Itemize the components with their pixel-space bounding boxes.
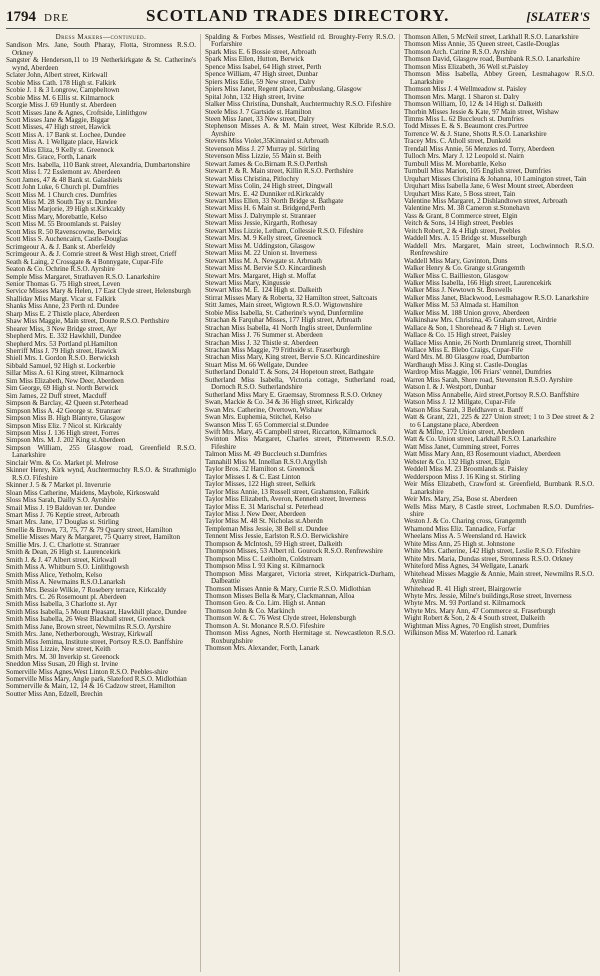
directory-entry: Whyte Mrs. M. 93 Portland st. Kilmarnock — [404, 599, 526, 608]
directory-entry: Simpson Miss A. 42 George st. Stranraer — [6, 406, 122, 415]
directory-entry: Smart Mrs. Jane, 17 Douglas st. Stirling — [6, 518, 119, 527]
directory-entry: Smith & Dean, 26 High st. Laurencekirk — [6, 548, 121, 557]
directory-entry: Wallace Miss Annie, 26 North Drumlanrig street, Thornhill — [404, 338, 572, 347]
directory-entry: Sherriff Miss J. 79 High street, Hawick — [6, 347, 117, 356]
directory-entry: Simpson & Barclay, 42 Queen st.Peterhead — [6, 399, 128, 408]
directory-entry: Steen Miss Janet, 33 New street, Dalry — [205, 114, 315, 123]
directory-entry: Vass & Grant, 8 Commerce street, Elgin — [404, 211, 518, 220]
directory-entry: Sclater John, Albert street, Kirkwall — [6, 71, 108, 80]
directory-entry: Wardrop Miss Maggie, 106 Friars' vennel, Dumfries — [404, 368, 552, 377]
publisher-mark: [SLATER'S — [526, 9, 590, 24]
directory-entry: Scott Mrs. Grace, Forth, Lanark — [6, 153, 97, 162]
directory-entry: Sneddon Miss Susan, 20 High st. Irvine — [6, 660, 118, 669]
directory-entry: Scott Miss A. 17 Bank st. Lochee, Dundee — [6, 130, 126, 139]
directory-entry: Stewart Mrs. M. 9 Kelly street, Greenock — [205, 234, 322, 243]
directory-entry: Whiteford Miss Agnes, 34 Wellgate, Lanark — [404, 562, 529, 571]
directory-entry: Wardhaugh Miss J. King st. Castle-Douglas — [404, 360, 528, 369]
directory-entry: Scobie Miss M. 6 Ellis st. Kilmarnock — [6, 93, 115, 102]
directory-entry: Thomson A. St. Monance R.S.O. Fifeshire — [205, 621, 325, 630]
directory-entry: Wallace & Son, 1 Shorehead & 7 High st. Leven — [404, 323, 542, 332]
directory-entry: Semple Miss Margaret, Strathaven R.S.O. Lanarkshire — [6, 272, 160, 281]
directory-entry: Whamond Miss Eliz. Tannadice, Forfar — [404, 524, 516, 533]
directory-entry: Sharp Miss E. 2 Thistle place, Aberdeen — [6, 309, 120, 318]
directory-entry: Swift Mrs. Mary, 45 Campbell street, Riccarton, Kilmarnock — [205, 428, 377, 437]
directory-entry: Whyte Mrs. Jessie, Milne's buildings,Rose street, Inverness — [404, 591, 572, 600]
directory-entry: Urquhart Misses Christina & Johanna, 10 Lamington street, Tain — [404, 174, 587, 183]
directory-entry: Taylor Misses I. & C. East Linton — [205, 472, 301, 481]
directory-entry: Stewart Mrs. E. 42 Dunniker rd.Kirkcaldy — [205, 189, 324, 198]
directory-entry: Tulloch Mrs. Mary J. 12 Leopold st. Nairn — [404, 152, 524, 161]
directory-entry: Spark Miss E. 6 Bossie street, Arbroath — [205, 47, 317, 56]
directory-entry: Swan Mrs. Catherine, Overtown, Wishaw — [205, 405, 323, 414]
section-heading: Dress Makers—continued. — [55, 34, 147, 41]
directory-entry: Sillar Miss A. 61 King street, Kilmarnock — [6, 369, 124, 378]
directory-entry: Watt & Co. Union street, Larkhall R.S.O. Lanarkshire — [404, 435, 557, 444]
directory-entry: Scobie Miss Cath. 178 High st. Falkirk — [6, 78, 117, 87]
directory-entry: Scott Miss M. 28 South Tay st. Dundee — [6, 197, 117, 206]
directory-entry: Thompson Misses, 53 Albert rd. Gourock R.S.O. Renfrewshire — [205, 547, 383, 556]
directory-entry: Wight Robert & Son, 2 & 4 South street, Dalkeith — [404, 614, 545, 623]
directory-entry: Spence William, 47 High street, Dunbar — [205, 70, 318, 79]
directory-entry: Smith J. & J. 47 Albert street, Kirkwall — [6, 555, 117, 564]
directory-entry: Warren Miss Sarah, Shore road, Stevenston R.S.O. Ayrshire — [404, 375, 573, 384]
directory-entry: Thorbin Misses Jessie & Kate, 97 Main street, Wishaw — [404, 107, 559, 116]
directory-entry: Spence Miss Isabel, 64 High street, Perth — [205, 62, 322, 71]
directory-entry: Stewart James & Co.Birnam R.S.O.Perthsh — [205, 159, 328, 168]
directory-entry: Wallace & Co. 15 High street, Paisley — [404, 331, 512, 340]
directory-entry: Scott Miss M. 1 Church cres. Dumfries — [6, 190, 117, 199]
directory-entry: Swinton Miss Margaret, Charles street, Pittenweem R.S.O. Fifeshire — [205, 435, 395, 451]
directory-entry: Thomson Miss J. 4 Wellmeadow st. Paisley — [404, 85, 527, 94]
directory-entry: Sommerville & Main, 12, 14 & 16 Cadzow street, Hamilton — [6, 682, 176, 691]
directory-entry: Smith Mrs. Jane, Netherborough, Westray, Kirkwall — [6, 630, 153, 639]
directory-entry: Taylor Miss Annie, 13 Russell street, Grahamston, Falkirk — [205, 487, 370, 496]
directory-entry: Todd Misses E. & S. Beaumont cres.Portree — [404, 122, 529, 131]
directory-entry: Thomson Arch. Catrine R.S.O. Ayrshire — [404, 47, 517, 56]
directory-entry: Watt & Milne, 172 Union street, Aberdeen — [404, 428, 524, 437]
column-1 — [6, 34, 196, 972]
directory-entry: Waddell Mrs. Margaret, Main street, Lochwinnoch R.S.O. Renfrewshire — [404, 241, 594, 258]
directory-entry: Skinner Henry, Kirk wynd, Auchtermuchty R.S.O. & Strathmiglo R.S.O. Fifeshire — [6, 466, 196, 482]
directory-entry: Scrimgeour A. & J. Comrie street & West High street, Crieff — [6, 250, 177, 259]
directory-entry: Stuart Miss M. 66 Wellgate, Dundee — [205, 360, 308, 369]
directory-entry: Wheelans Miss A. 5 Weensland rd. Hawick — [404, 532, 527, 541]
directory-entry: Taylor Miss J. New Deer, Aberdeen — [205, 510, 306, 518]
directory-entry: Walker Miss J. Newtown St. Boswells — [404, 286, 513, 295]
directory-entry: Tennent Miss Jessie, Earlston R.S.O. Berwickshire — [205, 532, 349, 541]
directory-entry: Smellie & Brown, 73, 75, 77 & 79 Quarry street, Hamilton — [6, 525, 173, 534]
directory-entry: Weddell Miss M. 23 Broomlands st. Paisley — [404, 465, 528, 474]
directory-entry: Scott Mrs. Isabella, 110 Bank street, Alexandria, Dumbartonshire — [6, 160, 191, 169]
directory-entry: Sim James, 22 Duff street, Macduff — [6, 391, 107, 400]
directory-entry: Spark Miss Ellen, Hutton, Berwick — [205, 55, 305, 64]
directory-entry: Thomson Geo. & Co. Lim. High st. Annan — [205, 599, 326, 608]
directory-entry: Simpson William, 255 Glasgow road, Greenfield R.S.O. Lanarkshire — [6, 443, 196, 460]
directory-entry: Thomson Mrs. Margt. 1 Sharon st. Dalry — [404, 92, 520, 101]
directory-entry: Smith Mrs. M. 30 Inverkip st. Greenock — [6, 652, 120, 661]
directory-entry: Wedderspoon Miss J. 16 King st. Stirling — [404, 472, 521, 481]
directory-entry: Sim Miss Elizabeth, New Deer, Aberdeen — [6, 376, 124, 385]
directory-entry: Taylor Miss M. 48 St. Nicholas st.Aberdn — [205, 517, 323, 526]
page-number: 1794 — [6, 9, 36, 25]
directory-entry: Smillie Mrs. J. C. Charlotte st. Stranraer — [6, 540, 120, 549]
directory-entry: Taylor Bros. 32 Hamilton st. Greenock — [205, 465, 315, 474]
directory-entry: Watson Miss Sarah, 3 Beldhaven st. Banff — [404, 405, 524, 414]
directory-entry: Scott John Luke, 6 Church pl. Dumfries — [6, 183, 119, 192]
directory-entry: Spalding & Forbes Misses, Westfield rd. Broughty-Ferry R.S.O. Forfarshire — [205, 34, 395, 49]
directory-entry: Strachan Miss Isabella, 41 North Inglis street, Dunfermline — [205, 323, 372, 332]
directory-entry: Strachan Miss J. 76 Summer st. Aberdeen — [205, 331, 323, 340]
directory-entry: Webster & Co. 132 High street, Elgin — [404, 457, 510, 466]
directory-entry: Watson I. & J. Westport, Dunbar — [404, 383, 496, 392]
directory-entry: Shearer Miss, 3 New Bridge street, Ayr — [6, 324, 117, 333]
directory-entry: Stewart Miss Christina, Pitlochry — [205, 174, 299, 183]
columns — [6, 34, 594, 972]
directory-entry: Sinclair Wm. & Co. Market pl. Melrose — [6, 458, 119, 467]
directory-entry: Stewart Miss Colin, 24 High street, Dingwall — [205, 182, 333, 191]
directory-entry: Scobie J. 1 & 3 Longrow, Campbeltown — [6, 86, 120, 95]
directory-entry: Walkinshaw Mrs. Christina, 45 Graham street, Airdrie — [404, 316, 557, 325]
directory-entry: Stewart Miss J. Dalrymple st. Stranraer — [205, 211, 316, 220]
directory-entry: Talmon Miss M. 49 Buccleuch st.Dumfries — [205, 450, 327, 459]
directory-entry: Stevenson Miss J. 27 Murray pl. Stirling — [205, 144, 320, 153]
directory-entry: Smith Mrs. C. 26 Rosemount pl. Aberdeen — [6, 592, 127, 601]
directory-entry: Scott Misses Jane & Maggie, Biggar — [6, 115, 110, 124]
directory-entry: Sandison Mrs. Jane, South Pharay, Flotta, Stromness R.S.O. Orkney — [6, 41, 196, 57]
directory-entry: Stewart Miss H. 6 Main st. Bridgend,Perth — [205, 204, 326, 213]
directory-entry: Strachan Miss J. 32 Thistle st. Aberdeen — [205, 338, 319, 347]
directory-entry: Thomson Miss Isabella, Abbey Green, Lesmahagow R.S.O. Lanarkshire — [404, 70, 594, 86]
directory-entry: Seath & Laing, 2 Crossgate & 4 Bonnygate, Cupar-Fife — [6, 257, 163, 266]
directory-entry: Turnbull Miss Marion, 105 English street, Dumfries — [404, 167, 551, 176]
directory-entry: Waddell Mrs. A. 15 Bridge st. Musselburgh — [404, 234, 527, 243]
directory-entry: White Mrs. Maria, Dundas street, Stromness R.S.O. Orkney — [404, 554, 574, 563]
directory-entry: Swan, Mackie & Co. 34 & 36 High street, Kirkcaldy — [205, 398, 354, 407]
directory-entry: Veitch & Sons, 14 High street, Peebles — [404, 219, 514, 228]
directory-entry: Sloss Miss Sarah, Dailly S.O. Ayrshire — [6, 496, 115, 505]
directory-entry: Stitt James, Main street, Wigtown R.S.O. Wigtownshire — [205, 301, 363, 310]
directory-entry: Thomson Misses Annie & Mary, Currie R.S.O. Midlothian — [205, 584, 371, 593]
directory-entry: Thomson David, Glasgow road, Burnbank R.S.O. Lanarkshire — [404, 55, 580, 64]
running-head: DRE — [44, 12, 69, 24]
directory-entry: Scott Miss Eliza, 9 Kelly st. Greenock — [6, 145, 115, 154]
directory-entry: Strachan Miss Maggie, 79 Frithside st. Fraserburgh — [205, 346, 350, 355]
directory-entry: Trendall Miss Annie, 56 Menzies rd. Torry, Aberdeen — [404, 144, 555, 153]
directory-entry: Urquhart Miss Isabella Jane, 6 West Mount street, Aberdeen — [404, 182, 574, 191]
directory-entry: Timms Miss L. 62 Buccleuch st. Dumfries — [404, 114, 524, 123]
directory-entry: Stewart Miss M. A. Newgate st. Arbroath — [205, 256, 322, 265]
directory-entry: Stewart Miss Jessie, Kirgarth, Rothesay — [205, 219, 318, 228]
directory-entry: Whitehead R. 41 High street, Blairgowrie — [404, 584, 522, 593]
directory-entry: Walker Miss Isabella, 166 High street, Laurencekirk — [404, 278, 552, 287]
directory-entry: Skinner J. 5 & 7 Market pl. Inverurie — [6, 481, 111, 490]
directory-entry: Sibbald Samuel, 92 High st. Lockerbie — [6, 361, 116, 370]
directory-entry: Swanson Miss T. 65 Commercial st.Dundee — [205, 420, 329, 429]
directory-entry: Valentine Mrs. M. 38 Cameron st.Stonehavn — [404, 204, 530, 213]
directory-entry: Thomson Allen, 5 McNeil street, Larkhall R.S.O. Lanarkshire — [404, 34, 579, 41]
page-title: SCOTLAND TRADES DIRECTORY. — [146, 6, 450, 25]
directory-entry: Thomson Miss Agnes, North Hermitage st. Newcastleton R.S.O. Roxburghshire — [205, 629, 395, 645]
directory-entry: Weston J. & Co. Charing cross, Grangemth — [404, 517, 527, 526]
directory-entry: White Mrs. Catherine, 142 High street, Leslie R.S.O. Fifeshire — [404, 547, 581, 556]
directory-entry: Thomson W. & C. 76 West Clyde street, Helensburgh — [205, 614, 356, 623]
directory-entry: Thomson Miss Annie, 35 Queen street, Castle-Douglas — [404, 40, 560, 49]
directory-entry: Stephenson Misses A. & M. Main street, West Kilbride R.S.O. Ayrshire — [205, 122, 395, 138]
directory-entry: Stewart Miss M. E. 124 High st. Dalkeith — [205, 286, 323, 295]
directory-entry: Scott Misses, 47 High street, Hawick — [6, 123, 111, 132]
directory-entry: Smith Miss Isabella, 3 Charlotte st. Ayr — [6, 600, 117, 609]
directory-entry: Stewart Miss Ellen, 33 North Bridge st. Bathgate — [205, 196, 344, 205]
directory-entry: Watson Miss Annabelle, Aird street,Portsoy R.S.O. Banffshire — [404, 390, 580, 399]
directory-entry: Stewart Miss M. Uddingston, Glasgow — [205, 241, 316, 250]
column-2 — [200, 34, 395, 972]
directory-entry: Smith Mrs. Bessie Wilkie, 7 Rosebery terrace, Kirkcaldy — [6, 585, 167, 594]
directory-entry: Scott Misses Jane & Agnes, Croftside, Linlithgow — [6, 108, 148, 117]
directory-entry: Stewart Miss Lizzie, Letham, Collessie R.S.O. Fifeshire — [205, 226, 364, 235]
directory-entry: Thomson Miss Elizabeth, 36 Well st.Paisley — [404, 62, 529, 71]
column-3 — [399, 34, 594, 972]
directory-entry: Shepherd Mrs. E. 332 Hawkhill, Dundee — [6, 332, 122, 341]
directory-entry: Shaw Miss Maggie, Main street, Doune R.S.O. Perthshire — [6, 317, 170, 326]
directory-entry: Wallace Miss E. Blebo Craigs, Cupar-Fife — [404, 346, 523, 355]
directory-entry: Strachan & Farquhar Misses, 177 High street, Arbroath — [205, 316, 361, 325]
directory-entry: Ward Mrs. M. 80 Glasgow road, Dumbarton — [404, 353, 530, 362]
directory-entry: Shanks Miss Anne, 23 Perth rd. Dundee — [6, 302, 119, 311]
directory-entry: Smith Miss Alice, Yetholm, Kelso — [6, 570, 103, 579]
header-left — [6, 9, 69, 26]
directory-entry: Simpson Miss Eliz. 7 Nicol st. Kirkcaldy — [6, 421, 122, 430]
directory-entry: Stewart Miss M. Bervie S.O. Kincardinesh — [205, 264, 326, 273]
directory-entry: Waddell Miss Mary, Gavinton, Duns — [404, 256, 508, 265]
directory-entry: Stirrat Misses Mary & Roberta, 32 Hamilton street, Saltcoats — [205, 293, 378, 302]
directory-entry: Sutherland Miss Isabella, Victoria cottage, Sutherland road, Dornoch R.S.O. Sutherlandshire — [205, 375, 395, 392]
directory-entry: Sutherland Donald T. & Sons, 24 Hopetoun street, Bathgate — [205, 368, 374, 377]
directory-entry: Simpson Miss B. High Blantyre, Glasgow — [6, 414, 125, 423]
directory-entry: Veitch Robert, 2 & 4 High street, Peebles — [404, 226, 521, 235]
directory-entry: Seaton & Co. Ochrine R.S.O. Ayrshire — [6, 265, 115, 274]
directory-entry: Smith Miss Jemima, Institute street, Portsoy R.S.O. Banffshire — [6, 637, 183, 646]
directory-entry: Stewart Mrs. Margaret, High st. Moffat — [205, 271, 316, 280]
directory-entry: Strachan Miss Mary, King street, Bervie S.O. Kincardineshire — [205, 353, 380, 362]
directory-entry: Smith Miss A. Newmains R.S.O.Lanarksh — [6, 578, 126, 587]
directory-entry: Smail Miss J. 19 Baldovan ter. Dundee — [6, 503, 117, 512]
directory-entry: Scott James, 47 & 48 Bank st. Galashiels — [6, 175, 123, 184]
directory-entry: Scott Miss M. 55 Broomlands st. Paisley — [6, 220, 122, 229]
directory-entry: Simpson Miss J. 136 High street, Forres — [6, 429, 120, 438]
directory-entry: Scott Miss S. Auchencairn, Castle-Douglas — [6, 235, 128, 244]
directory-entry: Thomson John & Co. Markinch — [205, 606, 295, 615]
directory-entry: Wightman Miss Agnes, 70 English street, Dumfries — [404, 621, 550, 630]
directory-entry: Spiers Miss Edie, 59 New street, Dalry — [205, 77, 315, 86]
directory-entry: Stewart P. & R. Main street, Killin R.S.O. Perthshire — [205, 167, 354, 176]
directory-entry: Taylor Miss E. 31 Marischal st. Peterhead — [205, 502, 324, 511]
directory-entry: Stewart Miss Mary, Kingussie — [205, 278, 291, 287]
directory-entry: Weir Miss Elizabeth, Crawford st. Greenfield, Burnbank R.S.O. Lanarkshire — [404, 480, 594, 496]
directory-entry: Scott Miss Marjorie, 39 High st.Kirkcaldy — [6, 205, 126, 214]
directory-entry: Walker Miss M. 53 Almada st. Hamilton — [404, 301, 519, 310]
directory-entry: Smith Miss Lizzie, New street, Keith — [6, 645, 111, 654]
directory-entry: White Miss Ann, 25 High st. Johnstone — [404, 539, 515, 548]
directory-entry: Walker Miss Janet, Blackwood, Lesmahagow R.S.O. Lanarkshire — [404, 293, 589, 302]
directory-entry: Stobie Miss Isabella, St. Catherine's wynd, Dunfermline — [205, 308, 364, 317]
directory-entry: Wilkinson Miss M. Waterloo rd. Lanark — [404, 629, 517, 638]
directory-entry: Smith Miss Isabella, 26 West Blackhall street, Greenock — [6, 615, 165, 624]
page-header — [6, 6, 590, 29]
directory-entry: Somerville Miss Agnes,West Linton R.S.O. Peebles-shire — [6, 667, 169, 676]
directory-entry: Sangster & Henderson,11 to 19 Netherkirkgate & St. Catherine's wynd, Aberdeen — [6, 56, 196, 72]
directory-entry: Shepherd Mrs. 53 Portland pl.Hamilton — [6, 339, 118, 348]
directory-entry: Smith Miss Isabella, 5 Mount Pleasant, Hawkhill place, Dundee — [6, 607, 187, 616]
directory-entry: Turnbull Miss M. Morebattle, Kelso — [404, 159, 507, 168]
directory-entry: Somerville Miss Mary, Angle park, Slateford R.S.O. Midlothian — [6, 674, 187, 683]
directory-entry: Scott Miss Mary, Morebattle, Kelso — [6, 212, 107, 221]
directory-entry: Valentine Miss Margaret, 2 Dishlandtown street, Arbroath — [404, 196, 568, 205]
directory-entry: Sim George, 69 High st. North Berwick — [6, 384, 119, 393]
directory-entry: Scorgie Miss J. 69 Huntly st. Aberdeen — [6, 101, 117, 110]
directory-entry: Shiell Mrs. I. Gordon R.S.O. Berwicksh — [6, 354, 120, 363]
directory-entry: Spital John, 132 High street, Irvine — [205, 92, 304, 101]
directory-entry: Torrence W. & J. Stane, Shotts R.S.O. Lanarkshire — [404, 129, 547, 138]
directory-entry: Stewart Miss M. 22 Union st. Inverness — [205, 249, 317, 258]
directory-entry: Taylor Misses, 122 High street, Selkirk — [205, 480, 316, 489]
directory-entry: Service Misses Mary & Helen, 17 East Clyde street, Helensburgh — [6, 287, 191, 296]
directory-entry: Thompson Miss I. 93 King st. Kilmarnock — [205, 562, 325, 571]
directory-entry: Thompson Miss C. Leitholm, Coldstream — [205, 554, 323, 563]
directory-entry: Watt Miss Janet, Cumming street, Forres — [404, 442, 520, 451]
directory-entry: Watson Miss J. 12 Millgate, Cupar-Fife — [404, 398, 516, 407]
directory-entry: Scott Miss R. 50 Ravenscowne, Berwick — [6, 227, 122, 236]
directory-entry: Wells Miss Mary, 8 Castle street, Lochmaben R.S.O. Dumfries-shire — [404, 502, 594, 518]
directory-entry: Scott Miss A. 1 Wellgate place, Hawick — [6, 138, 119, 147]
directory-entry: Watt & Grant, 221, 225 & 227 Union street; 1 to 3 Dee street & 2 to 6 Langstane place, Aberdeen — [404, 413, 594, 429]
directory-entry: Sutherland Miss Mary E. Graemsay, Stromness R.S.O. Orkney — [205, 390, 383, 399]
directory-entry: Whitehead Misses Maggie & Annie, Main street, Newmilns R.S.O. Ayrshire — [404, 569, 594, 586]
directory-entry: Smith Miss A. Whitburn S.O. Linlithgowsh — [6, 563, 129, 572]
directory-entry: Templeman Miss Jessie, 38 Bell st. Dundee — [205, 524, 328, 533]
directory-entry: Thompson & McIntosh, 59 High street, Dalkeith — [205, 539, 343, 548]
directory-entry: Scott Miss I. 72 Esslemont av. Aberdeen — [6, 168, 121, 177]
directory-entry: Walker Miss C. Baillieston, Glasgow — [404, 271, 509, 280]
directory-entry: Stalker Miss Christina, Dunshalt, Auchtermuchty R.S.O. Fifeshire — [205, 100, 392, 109]
directory-entry: Soutter Miss Ann, Edzell, Brechin — [6, 689, 103, 698]
directory-entry: Scrimgeour A. & J. Bank st. Aberfeldy — [6, 242, 116, 251]
directory-entry: Steele Miss J. 7 Gartside st. Hamilton — [205, 107, 312, 116]
directory-entry: Thomson Mrs. Alexander, Forth, Lanark — [205, 644, 320, 653]
directory-entry: Weir Mrs. Mary, 25a, Bose st. Aberdeen — [404, 495, 518, 504]
directory-entry: Smart Miss J. 76 Keptie street, Arbroath — [6, 511, 120, 519]
directory-entry: Stevens Miss Violet,35Kinnaird st.Arbroath — [205, 137, 329, 146]
directory-entry: Urquhart Miss Kate, 5 Boss street, Tain — [404, 189, 516, 198]
directory-entry: Smellie Misses Mary & Margaret, 75 Quarry street, Hamilton — [6, 533, 181, 542]
directory-entry: Shalliday Miss Margt. Vicar st. Falkirk — [6, 294, 116, 303]
directory-entry: Tracey Mrs. C. Atholl street, Dunkeld — [404, 137, 511, 146]
directory-entry: Watt Miss Mary Ann, 83 Rosemount viaduct, Aberdeen — [404, 450, 561, 459]
directory-entry: Thompson Miss Margaret, Victoria street, Kirkpatrick-Durham, Dalbeattie — [205, 569, 395, 586]
directory-entry: Thomson William, 10, 12 & 14 High st. Dalkeith — [404, 100, 543, 109]
directory-entry: Senior Thomas G. 75 High street, Leven — [6, 279, 121, 288]
directory-entry: Taylor Miss Elizabeth, Averon, Kenneth street, Inverness — [205, 495, 366, 504]
directory-entry: Tannahill Miss M. Innellan R.S.O.Argyllsh — [205, 457, 327, 466]
directory-entry: Smith Miss Jane, Brown street, Newmilns R.S.O. Ayrshire — [6, 622, 171, 631]
directory-entry: Walker Henry & Co. Grange st.Grangemth — [404, 264, 525, 273]
directory-entry: Whyte Mrs. Mary Ann, 47 Commerce st. Fraserburgh — [404, 606, 556, 615]
directory-entry: Thomson Misses Bella & Mary, Clackmannan, Alloa — [205, 591, 355, 600]
directory-entry: Spiers Miss Janet, Regent place, Cambuslang, Glasgow — [205, 85, 362, 94]
directory-entry: Swan Mrs. Euphemia, Stitchel, Kelso — [205, 413, 311, 422]
directory-entry: Sloan Miss Catherine, Maidens, Maybole, Kirkoswald — [6, 488, 160, 497]
directory-entry: Simpson Mrs. M. J. 202 King st.Aberdeen — [6, 436, 126, 445]
directory-entry: Stevenson Miss Lizzie, 55 Main st. Beith — [205, 152, 322, 161]
directory-entry: Walker Miss M. 188 Union grove, Aberdeen — [404, 308, 530, 317]
